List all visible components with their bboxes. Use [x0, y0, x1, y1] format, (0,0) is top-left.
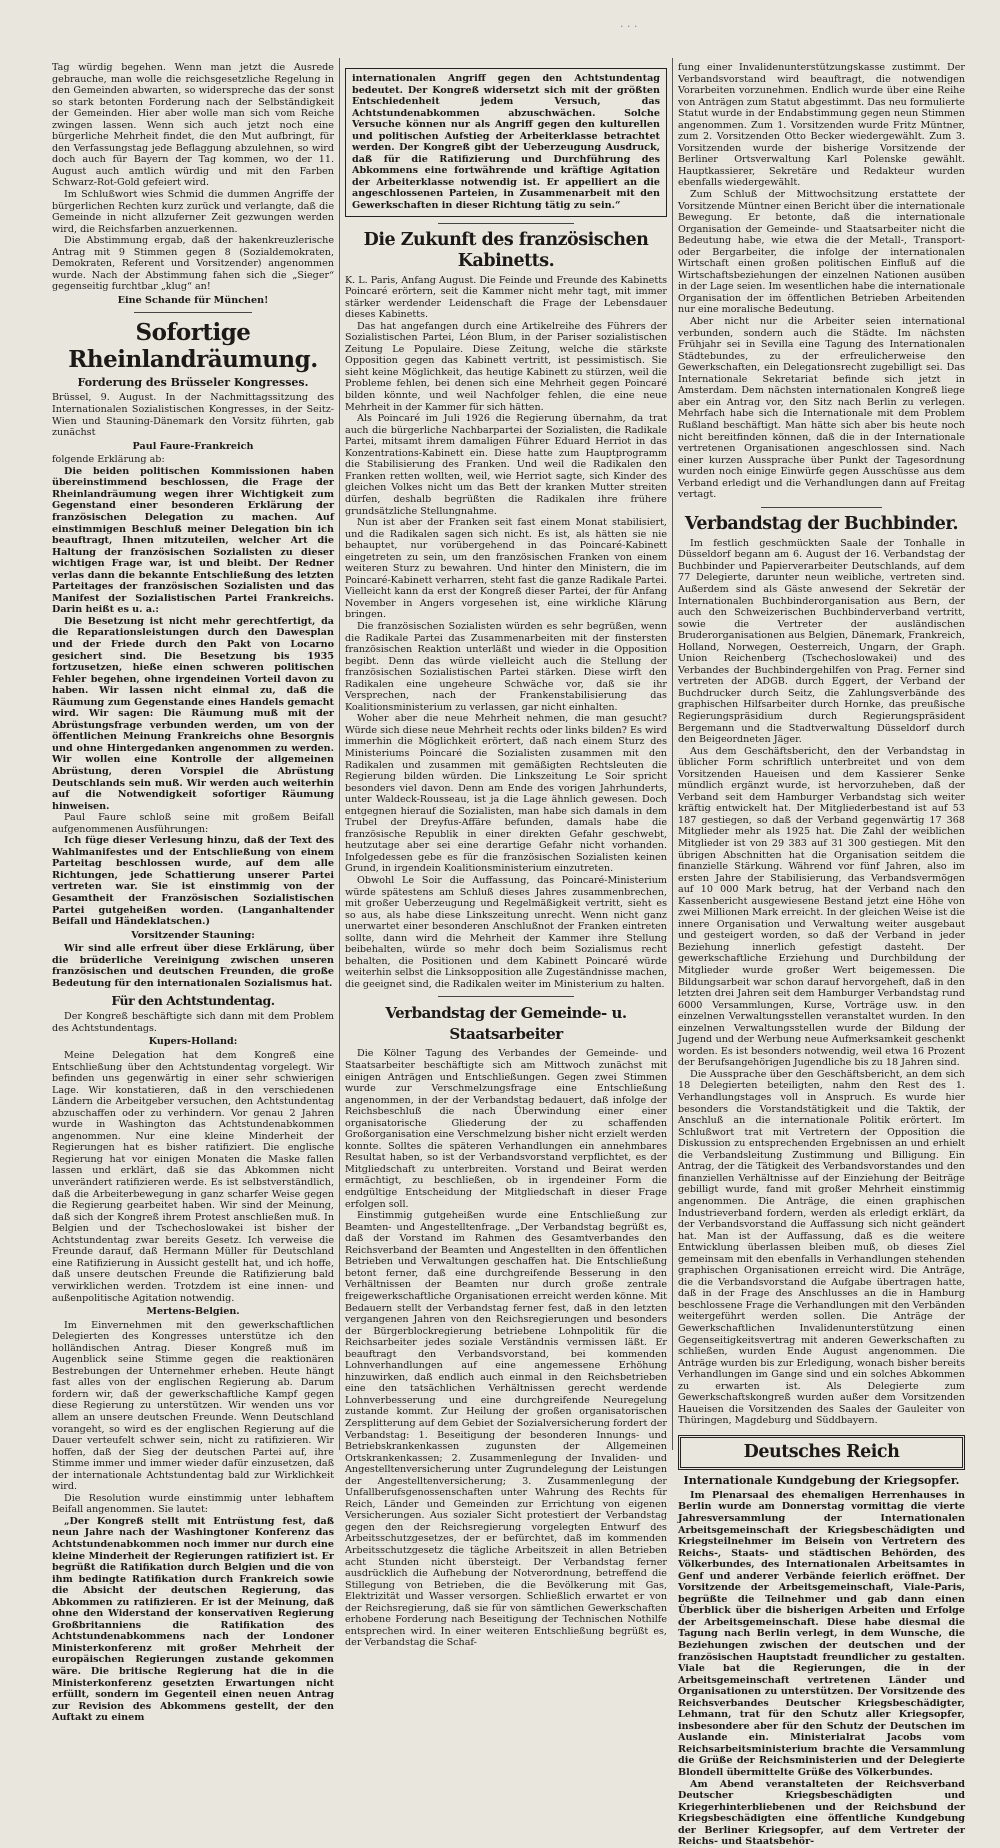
- declaration-paragraph: Die beiden politischen Kommissionen haben übereinstimmend beschlossen, die Frage der Rheinlandräumung wegen ihrer Wichtigkeit zum Gegenstand einer besonderen Erklärung der französischen Delegation zu machen. Auf einstimmigen Beschluß meiner Delegation bin ich beauftragt, Ihnen mitzuteilen, welcher Art die Haltung der französischen Sozialisten zu dieser wichtigen Frage war, ist und bleibt. Der Redner verlas dann die bekannte Entschließung des letzten Parteitages der französischen Sozialisten und das Manifest der Sozialistischen Partei Frankreichs. Darin heißt es u. a.:: [52, 465, 334, 616]
- dateline-paragraph: Brüssel, 9. August. In der Nachmittagssitzung des Internationalen Sozialistischen Kongresses, in der Seitz-Wien und Stauning-Dänemark den Vorsitz führten, gab zunächst: [52, 392, 334, 439]
- column-2: [345, 62, 667, 1649]
- intro-closing: Eine Schande für München!: [117, 294, 269, 306]
- reich-paragraph: Am Abend veranstalteten der Reichsverband Deutscher Kriegsbeschädigten und Kriegerhinterbliebenen und der Reichsbund der Kriegsbeschädigten eine öffentliche Kundgebung der Berliner Kriegsopfer, auf dem Vertreter der Reichs- und Staatsbehör-: [678, 1778, 965, 1848]
- gemeinde-paragraph: Die Kölner Tagung des Verbandes der Gemeinde- und Staatsarbeiter beschäftigte sich am Mittwoch zunächst mit einigen Anträgen und Entschließungen. Gegen zwei Stimmen wurde zur Verschmelzungsfrage eine Entschließung angenommen, in der der Verbandstag bedauert, daß infolge der Reichsbeschluß die nach Überwindung einer einer organisatorische Gliederung der zu schaffenden Großorganisation eine Verschmelzung bisher nicht erzielt werden konnte. Solltes die späteren Verhandlungen ein annehmbares Resultat haben, so ist der Verbandsvorstand verpflichtet, es der Mitgliedschaft zu unterbreiten. Vorstand und Beirat werden ermächtigt, zu beschließen, ob in irgendeiner Form die endgültige Entscheidung der Mitgliedschaft in dieser Frage erfolgen soll.: [345, 1048, 667, 1210]
- separator: [134, 312, 252, 313]
- headline-gemeindearbeiter: Verbandstag der Gemeinde- u. Staatsarbeiter: [385, 1004, 627, 1044]
- buchbinder-paragraph: Die Aussprache über den Geschäftsbericht, an dem sich 18 Delegierten beteiligten, nahm den Rest des 1. Verhandlungstages voll in Anspruch. Es wurde hier besonders die Vorstandstätigkeit und die Taktik, der Anschluß an die internationale Politik erörtert. Im Schlußwort trat mit Vertretern der Opposition die Diskussion zu entsprechenden Ergebnissen an und erhielt die Verbandsleitung Zustimmung und Billigung. Ein Antrag, der die Tätigkeit des Verbandsvorstandes und den finanziellen Verhältnisse auf der Einziehung der Beiträge gebilligt wurde, fand mit großer Mehrheit einstimmig angenommen. Die Anträge, die einen graphischen Industrieverband fordern, werden als erledigt erklärt, da der Verbandsvorstand die Auffassung sich nicht geändert hat. Man ist der Auffassung, daß es die weitere Entwicklung überlassen bleiben muß, ob dieses Ziel gemeinsam mit den ebenfalls in Verhandlungen stehenden graphischen Organisationen erreicht wird. Die Anträge, die die Verbandsvorstand die Aufgabe übertragen hatte, daß in der Frage des Anschlusses an die in Hamburg beschlossene Frage die Verhandlungen mit den Verbänden weitergeführt werden sollen. Die Anträge der Gewerkschaftlichen Invalidenunterstützung einen Gegenseitigkeitsvertrag mit anderen Gewerkschaften zu schließen, wurden Ende August angenommen. Die Anträge wurden bis zur Erledigung, wonach bisher bereits Verhandlungen im Gange sind und ein solches Abkommen zu erwarten ist. Als Delegierte zum Gewerkschaftskongreß wurden außer dem Vorsitzenden Haueisen die Vorsitzenden des Saales der Gauleiter von Thüringen, Magdeburg und Süddbayern.: [678, 1068, 965, 1427]
- gemeinde-paragraph: Einstimmig gutgeheißen wurde eine Entschließung zur Beamten- und Angestelltenfrage. „Der Verbandstag begrüßt es, daß der Vorstand im Rahmen des Gesamtverbandes den Reichsverband der Beamten und Angestellten in den öffentlichen Betrieben und Verwaltungen geschaffen hat. Die Entschließung betont ferner, daß eine durchgreifende Besserung in den Verhältnissen der Beamten nur durch große zentrale freigewerkschaftliche Organisationen erreicht werden könne. Mit Bedauern stellt der Verbandstag ferner fest, daß in den letzten vergangenen Jahren von den Reichsregierungen und besonders der Bürgerblockregierung betriebene Lohnpolitik für die Reichsarbeiter jedes soziale Verständnis vermissen läßt. Er beauftragt den Verbandsvorstand, bei kommenden Lohnverhandlungen auf eine angemessene Erhöhung hinzuwirken, daß endlich auch einmal in den Reichsbetrieben eine den tatsächlichen Verhältnissen gerecht werdende Lohnverbesserung und eine durchgreifende Neuregelung zustande kommt. Zur Heilung der großen organisatorischen Zersplitterung auf dem Gebiet der Sozialversicherung fordert der Verbandstag: 1. Beseitigung der besonderen Innungs- und Betriebskrankenkassen zugunsten der Allgemeinen Ortskrankenkassen; 2. Zusammenlegung der Invaliden- und Angestelltenversicherung unter Zugrundelegung der Leistungen der Angestelltenversicherung; 3. Zusammenlegung der Unfallberufsgenossenschaften unter Wahrung des Rechts für Reich, Länder und Gemeinden zur Errichtung von eigenen Versicherungen. Aus sozialer Sicht protestiert der Verbandstag gegen den der Reichsregierung vorgelegten Entwurf des Arbeitsschutzgesetzes, der er befürchtet, daß im kommenden Arbeitsschutzgesetz die tägliche Arbeitszeit in allen Betrieben acht Stunden nicht übersteigt. Der Verbandstag ferner ausdrücklich die Aufhebung der Notverordnung, betreffend die Stillegung von Betrieben, die die Bevölkerung mit Gas, Elektrizität und Wasser versorgen. Schließlich erwartet er von der Reichsregierung, daß sie für von sämtlichen Gewerkschaften erhobene Forderung nach Beseitigung der Technischen Nothilfe entsprechen wird. In einer weiteren Entschließung begrüßt es, der Verbandstag die Schaf-: [345, 1210, 667, 1649]
- headline-rheinland: Sofortige Rheinlandräumung.: [68, 319, 318, 374]
- headline-buchbinder: Verbandstag der Buchbinder.: [684, 513, 959, 534]
- kabinett-paragraph: Nun ist aber der Franken seit fast einem Monat stabilisiert, und die Radikalen sagen sich nicht. Es ist, als hätten sie nie behauptet, nur vorübergehend in das Poincaré-Kabinett eingetreten zu sein, um den französischen Franken von einem weiteren Sturz zu bewahren. Und hinter den Ministern, die im Poincaré-Kabinett verharren, steht fast die ganze Radikale Partei. Vielleicht kann da erst der Kongreß dieser Partei, der für Anfang November in Angers vorgesehen ist, eine wirkliche Klärung bringen.: [345, 517, 667, 621]
- gemeinde-continued: Aber nicht nur die Arbeiter seien international verbunden, sondern auch die Städte. Im nächsten Frühjahr sei in Sevilla eine Tagung des Internationalen Städtebundes, zu der erfreulicherweise den Gewerkschaften, ein Delegationsrecht zugebilligt sei. Das Internationale Sekretariat befinde sich jetzt in Amsterdam. Dem nächsten internationalen Kongreß liege aber ein Antrag vor, den Sitz nach Berlin zu verlegen. Mehrfach habe sich die Internationale mit dem Problem Rußland beschäftigt. Man hätte sich aber bis heute noch nicht bereitfinden können, daß die in der Internationale vertretenen Organisationen angeschlossen sind. Nach einer kurzen Aussprache über Punkt der Tagesordnung wurden noch einige Einwürfe gegen Ausschüsse aus dem Verband erledigt und die Verhandlungen dann auf Freitag vertagt.: [678, 316, 965, 501]
- column-3: [678, 62, 965, 1848]
- chair-heading: Vorsitzender Stauning:: [131, 929, 255, 941]
- gemeinde-continued: fung einer Invalidenunterstützungskasse zustimmt. Der Verbandsvorstand wird beauftragt, die notwendigen Vorarbeiten vorzunehmen. Endlich wurde über eine Reihe von Anträgen zum Statut abgestimmt. Das neu formulierte Statut wurde in der Endabstimmung gegen neun Stimmen angenommen. Zum 1. Vorsitzenden wurde Fritz Müntner, zum 2. Vorsitzenden Otto Becker wiedergewählt. Zum 3. Vorsitzenden wurde der bisherige Vorsitzende der Berliner Ortsverwaltung Karl Polenske gewählt. Hauptkassierer, Sekretäre und Redakteur wurden ebenfalls wiedergewählt.: [678, 62, 965, 189]
- resolution-intro: Die Resolution wurde einstimmig unter lebhaftem Beifall angenommen. Sie lautet:: [52, 1492, 334, 1516]
- chair-quote: Wir sind alle erfreut über diese Erklärung, über die brüderliche Vereinigung zwischen unseren französischen und deutschen Freunden, die große Bedeutung für den internationalen Sozialismus hat.: [52, 943, 334, 989]
- kabinett-paragraph: Als Poincaré im Juli 1926 die Regierung übernahm, da trat auch die bürgerliche Nachbarpartei der Sozialisten, die Radikale Partei, mitsamt ihrem damaligen Führer Eduard Herriot in das Konzentrations-Kabinett ein. Diese hatte zum Hauptprogramm die Stabilisierung des Franken. Und weil die Radikalen den Franken retten wollten, weil, wie Herriot sagte, sich Kinder des gleichen Volkes nicht um das Bett der kranken Mutter streiten dürfen, deshalb begrüßten die Radikalen ihre frühere grundsätzliche Stellungnahme.: [345, 413, 667, 517]
- column-1: [52, 62, 334, 1724]
- declaration-paragraph: Die Besetzung ist nicht mehr gerechtfertigt, da die Reparationsleistungen durch den Dawesplan und der Friede durch den Pakt von Locarno gesichert sind. Die Besetzung bis 1935 fortzusetzen, hieße einen schweren politischen Fehler begehen, ohne irgendeinen Vorteil davon zu haben. Wir lassen nicht einmal zu, daß die Räumung zum Gegenstande eines Handels gemacht wird. Wir sagen: Die Räumung muß mit der Abrüstungsfrage verbunden werden, um von der öffentlichen Meinung Frankreichs ohne Besorgnis und ohne Hintergedanken angenommen zu werden. Wir wollen eine Kontrolle der allgemeinen Abrüstung, deren Vorspiel die Abrüstung Deutschlands sein muß. Wir werden auch weiterhin auf die Notwendigkeit sofortiger Räumung hinweisen.: [52, 615, 334, 812]
- section-title: Deutsches Reich: [743, 1441, 900, 1462]
- gemeinde-continued: Zum Schluß der Mittwochsitzung erstattete der Vorsitzende Müntner einen Bericht über die internationale Bewegung. Er betonte, daß die internationale Organisation der Gemeinde- und Staatsarbeiter nicht die Bedeutung habe, wie etwa die der Metall-, Transport- oder Bergarbeiter, die infolge der internationalen Wirtschaft einen großen politischen Einfluß auf die Wirtschaftsbeziehungen der einzelnen Nationen ausüben in der Lage seien. Im wesentlichen habe die internationale Organisation der im öffentlichen Betrieben Arbeitenden nur eine moralische Bedeutung.: [678, 189, 965, 316]
- reich-paragraph: Im Plenarsaal des ehemaligen Herrenhauses in Berlin wurde am Donnerstag vormittag die vierte Jahresversammlung der Internationalen Arbeitsgemeinschaft der Kriegsbeschädigten und Kriegsteilnehmer im Beisein von Vertretern des Reichs-, Staats- und städtischen Behörden, des Völkerbundes, des Internationalen Arbeitsamtes in Genf und anderer Verbände feierlich eröffnet. Der Vorsitzende der Arbeitsgemeinschaft, Viale-Paris, begrüßte die Teilnehmer und gab dann einen Überblick über die bisherigen Arbeiten und Erfolge der Arbeitsgemeinschaft. Diese habe diesmal die Tagung nach Berlin verlegt, in dem Wunsche, die Beziehungen zwischen der deutschen und der französischen Hauptstadt freundlicher zu gestalten. Viale bat die Regierungen, die in der Arbeitsgemeinschaft vertretenen Länder und Organisationen zu unterstützen. Der Vorsitzende des Reichsverbandes Deutscher Kriegsbeschädigter, Lehmann, trat für den Schutz aller Kriegsopfer, insbesondere aber für den Schutz der Deutschen im Auslande ein. Ministerialrat Jacobs vom Reichsarbeitsministerium brachte die Versammlung die Grüße der Reichsministerien und der Delegierte Blondell übermittelte Grüße des Völkerbundes.: [678, 1489, 965, 1779]
- resolution-text: „Der Kongreß stellt mit Entrüstung fest, daß neun Jahre nach der Washingtoner Konferenz das Achtstundenabkommen noch immer nur durch eine kleine Minderheit der Regierungen ratifiziert ist. Er begrüßt die Ratifikation durch Belgien und die von ihm bedingte Ratifikation durch Frankreich sowie die Absicht der deutschen Regierung, das Abkommen zu ratifizieren. Er ist der Meinung, daß ohne den Widerstand der konservativen Regierung Großbritanniens die Ratifikation des Achtstundenabkommens nach der Londoner Ministerkonferenz mit großer Mehrheit der europäischen Regierungen zustande gekommen wäre. Die britische Regierung hat die in die Ministerkonferenz gesetzten Erwartungen nicht erfüllt, sondern im Gegenteil einen neuen Antrag zur Revision des Abkommens gestellt, der den Auftakt zu einem: [52, 1515, 334, 1724]
- kupers-paragraph: Meine Delegation hat dem Kongreß eine Entschließung über den Achtstundentag vorgelegt. Wir befinden uns gegenwärtig in einer sehr schwierigen Lage. Wir konstatieren, daß in den verschiedenen Ländern die Arbeitgeber versuchen, den Achtstundentag abzuschaffen oder zu verhindern. Vor genau 2 Jahren wurde in Washington das Achtstundenabkommen angenommen. Nur eine kleine Minderheit der Regierungen hat es bisher ratifiziert. Die englische Regierung hat vor einigen Monaten die Maske fallen lassen und erklärt, daß sie das Abkommen nicht unverändert ratifizieren werde. Es ist selbstverständlich, daß die Arbeiterbewegung in ganz scharfer Weise gegen die Regierung gearbeitet haben. Wir sind der Meinung, daß sich der Kongreß ihrem Protest anschließen muß. In Belgien und der Tschechoslowakei ist bisher der Achtstundentag zwar bereits Gesetz. Ich verweise die Freunde darauf, daß Hermann Müller für Deutschland eine Ratifizierung in Aussicht gestellt hat, und ich hoffe, daß unsere deutschen Freunde die Ratifizierung bald verwirklichen werden. Trotzdem ist eine innen- und außenpolitische Agitation notwendig.: [52, 1050, 334, 1304]
- separator: [438, 996, 573, 997]
- resolution-continued-box: [345, 68, 667, 217]
- separator: [761, 507, 882, 508]
- separator: [438, 223, 573, 224]
- buchbinder-paragraph: Aus dem Geschäftsbericht, den der Verbandstag in üblicher Form schriftlich unterbreitet und von dem Vorsitzenden Haueisen und dem Kassierer Senke mündlich ergänzt wurde, ist hervorzuheben, daß der Verband seit dem Hamburger Verbandstag sich weiter kräftig entwickelt hat. Der Mitgliederbestand ist auf 53 187 gestiegen, so daß der Verband gegenwärtig 17 368 Mitglieder mehr als 1925 hat. Die Zahl der weiblichen Mitglieder ist von 29 383 auf 31 300 gestiegen. Mit den übrigen Abschnitten hat die Organisation seitdem die finanzielle Stärkung. Während vor fünf Jahren, also im ersten Jahre der Stabilisierung, das Verbandsvermögen auf 10 000 Mark betrug, hat der Verband nach den Kassenbericht ausgewiesene Bestand jetzt eine Höhe von zwei Millionen Mark erreicht. In der gleichen Weise ist die innere Organisation und Verwaltung weiter ausgebaut und gesteigert worden, so daß der Verband in jeder Beziehung innerlich gefestigt dasteht. Der gewerkschaftliche Erziehung und Durchbildung der Mitglieder wurde großer Wert beigemessen. Die Bildungsarbeit war schon darauf hervorgeheft, daß in den letzten drei Jahren seit dem Hamburger Verbandstag rund 6000 Versammlungen, Kurse, Vorträge usw. in den einzelnen Verwaltungsstellen veranstaltet wurden. In den einzelnen Verwaltungsstellen wurde der Bildung der Jugend und der Werbung neue Aufmerksamkeit geschenkt worden. Es ist besonders notwendig, weil etwa 16 Prozent der Berufsangehörigen Jugendliche bis zu 18 Jahren sind.: [678, 745, 965, 1069]
- kabinett-paragraph: Das hat angefangen durch eine Artikelreihe des Führers der Sozialistischen Partei, Léon Blum, in der Pariser sozialistischen Zeitung Le Populaire. Diese Zeitung, welche die stärkste Opposition gegen das Kabinett vertritt, ist pessimistisch. Sie sieht keine Möglichkeit, das heutige Kabinett zu stürzen, weil die Probleme fehlen, bei denen sich eine Mehrheit gegen Poincaré bilden könnte, und weil Nachfolger fehlen, die eine neue Mehrheit in der Kammer für sich hätten.: [345, 320, 667, 413]
- kabinett-paragraph: K. L. Paris, Anfang August. Die Feinde und Freunde des Kabinetts Poincaré erörtern, seit die Kammer nicht mehr tagt, mit immer stärker werdender Leidenschaft die Frage der Lebensdauer dieses Kabinetts.: [345, 274, 667, 321]
- subheadline-achtstundentag: Für den Achtstundentag.: [111, 993, 275, 1009]
- speaker-kupers: Kupers-Holland:: [148, 1036, 238, 1048]
- buchbinder-paragraph: Im festlich geschmückten Saale der Tonhalle in Düsseldorf begann am 6. August der 16. Verbandstag der Buchbinder und Papierverarbeiter Deutschlands, auf dem 77 Delegierte, darunter neun weibliche, vertreten sind. Außerdem sind als Gäste anwesend der Sekretär der Internationalen Buchbinderorganisation aus Bern, der auch den Schweizerischen Buchbinderverband vertritt, sowie die Vertreter der ausländischen Bruderorganisationen aus Belgien, Dänemark, Frankreich, Holland, Norwegen, Oesterreich, Ungarn, der Graph. Union Reichenberg (Tschechoslowakei) und des Verbandes der Buchbindergehilfen von Prag. Ferner sind vertreten der ADGB. durch Eggert, der Verband der Buchdrucker durch Seitz, die Zahlungsverbände des graphischen Hilfsarbeiter durch Hornke, das preußische Regierungspräsidium durch Regierungspräsident Bergemann und die Stadtverwaltung Düsseldorf durch den Beigeordneten Jäger.: [678, 537, 965, 746]
- intro-paragraph: Im Schlußwort wies Schmid die dummen Angriffe der bürgerlichen Rechten kurz zurück und verlangte, daß die Gemeinde in nicht allzuferner Zeit gezwungen werden wird, die Reichsfarben anzuerkennen.: [52, 189, 334, 235]
- section-title-box: [678, 1435, 965, 1470]
- page-header-faded: · · ·: [620, 20, 638, 33]
- subheadline-kriegsopfer: Internationale Kundgebung der Kriegsopfer.: [683, 1473, 960, 1487]
- speaker-line: folgende Erklärung ab:: [52, 454, 165, 466]
- faure-quote: Ich füge dieser Verlesung hinzu, daß der Text des Wahlmanifestes und der Entschließung von einem Parteitag beschlossen wurde, auf dem alle Richtungen, jede Schattierung unserer Partei vertreten war. Sie ist einstimmig von der Gesamtheit der Französischen Sozialistischen Partei gutgeheißen worden. (Langanhaltender Beifall und Händeklatschen.): [52, 835, 334, 928]
- column-rule-1: [339, 58, 340, 1450]
- subheadline-brussels: Forderung des Brüsseler Kongresses.: [77, 376, 309, 390]
- mertens-paragraph: Im Einvernehmen mit den gewerkschaftlichen Delegierten des Kongresses unterstütze ich den holländischen Antrag. Dieser Kongreß muß im Augenblick seine Stimme gegen die reaktionären Bestrebungen der Unternehmer erheben. Heute hängt fast alles von der englischen Regierung ab. Darum fordern wir, daß der gewerkschaftliche Kampf gegen diese Regierung zu unterstützen. Wir wenden uns vor allem an unsere deutschen Freunde. Wenn Deutschland vorangeht, so wird es der englischen Regierung auf die Dauer verteufelt schwer sein, nicht zu ratifizieren. Wir hoffen, daß der Sieg der deutschen Partei auf, ihre Stimme immer und immer wieder dafür einzusetzen, daß der internationale Achtstundentag bald zur Wirklichkeit wird.: [52, 1319, 334, 1493]
- kabinett-paragraph: Obwohl Le Soir die Auffassung, das Poincaré-Ministerium würde spätestens am Schluß dieses Jahres zusammenbrechen, mit großer Ueberzeugung und Regelmäßigkeit vertritt, sieht es so aus, als habe diese Linkszeitung unrecht. Wenn nicht ganz unerwartet einer besonderen Anschlußnot der Franken eintreten sollte, dann wird die Mehrheit der Kammer ihre Stellung beibehalten, würde so mehr doch beim Sozialismus recht behalten, die Positionen und dem Kabinett Poincaré würde weiterhin selbst die Linksopposition alle Zugeständnisse machen, die geeignet sind, die Radikalen weiter im Ministerium zu halten.: [345, 875, 667, 990]
- kabinett-paragraph: Woher aber die neue Mehrheit nehmen, die man gesucht? Würde sich diese neue Mehrheit rechts oder links bilden? Es wird immerhin die Möglichkeit erörtert, daß nach einem Sturz des Ministeriums Poincaré die Sozialisten zusammen mit den Radikalen und zusammen mit gemäßigten Rechtsleuten die Regierung bilden würden. Die Linkszeitung Le Soir spricht besonders viel davon. Denn am Ende des vorigen Jahrhunderts, unter Waldeck-Rousseau, ist ja die Lage ähnlich gewesen. Doch entgegnen hierauf die Sozialisten, man habe sich damals in dem Trubel der Dreyfus-Affäre befunden, damals habe die französische Republik in einer direkten Gefahr geschwebt, heutzutage aber sei eine derartige Gefahr nicht vorhanden. Infolgedessen gebe es für die französischen Sozialisten keinen Grund, in irgendein Koalitionsministerium einzutreten.: [345, 713, 667, 875]
- headline-kabinett: Die Zukunft des französischen Kabinetts.: [363, 229, 649, 271]
- speaker-name: Paul Faure-Frankreich: [132, 440, 254, 452]
- intro-paragraph: Die Abstimmung ergab, daß der hakenkreuzlerische Antrag mit 9 Stimmen gegen 8 (Sozialdemokraten, Demokraten, Referent und Vorsitzender) angenommen wurde. Nach der Abstimmung fahen sich die „Sieger“ gegenseitig furchtbar „klug“ an!: [52, 235, 334, 293]
- speaker-mertens: Mertens-Belgien.: [146, 1306, 240, 1318]
- resolution-continued: internationalen Angriff gegen den Achtstundentag bedeutet. Der Kongreß widersetzt sich mit der größten Entschiedenheit jedem Versuch, das Achtstundenabkommen abzuschwächen. Solche Versuche können nur als Angriff gegen den kulturellen und politischen Aufstieg der Arbeiterklasse betrachtet werden. Der Kongreß gibt der Ueberzeugung Ausdruck, daß für die Ratifizierung und Durchführung des Abkommens eine fortwährende und kräftige Agitation der Arbeiterklasse notwendig ist. Er appelliert an die angeschlossenen Parteien, in Zusammenarbeit mit den Gewerkschaften in dieser Richtung tätig zu sein.“: [352, 73, 660, 212]
- column-rule-2: [672, 58, 673, 1450]
- achtstundentag-lead: Der Kongreß beschäftigte sich dann mit dem Problem des Achtstundentags.: [52, 1011, 334, 1034]
- faure-close: Paul Faure schloß seine mit großem Beifall aufgenommenen Ausführungen:: [52, 812, 334, 835]
- kabinett-paragraph: Die französischen Sozialisten würden es sehr begrüßen, wenn die Radikale Partei das Zusammenarbeiten mit der finstersten französischen Reaktion unterläßt und wieder in die Opposition begibt. Denn das würde vielleicht auch die Stellung der französischen Sozialistischen Partei stärken. Diese wirft den Radikalen eine ungeheure Schwäche vor, daß sie ihr Versprechen, nach der Frankenstabilisierung das Koalitionsministerium zu verlassen, gar nicht einhalten.: [345, 620, 667, 713]
- intro-paragraph: Tag würdig begehen. Wenn man jetzt die Ausrede gebrauche, man wolle die reichsgesetzliche Regelung in den Gemeinden abwarten, so widerspreche das der sonst so stark betonten Forderung nach der Selbständigkeit der Gemeinden. Hier aber wolle man sich vom Reiche zwingen lassen. Wenn sich auch jetzt noch eine bürgerliche Mehrheit findet, die den Mut aufbringt, für den Verfassungstag jede Beflaggung abzulehnen, so wird doch auch für Bayern der Tag kommen, wo der 11. August auch amtlich würdig und mit den Farben Schwarz-Rot-Gold gefeiert wird.: [52, 62, 334, 189]
